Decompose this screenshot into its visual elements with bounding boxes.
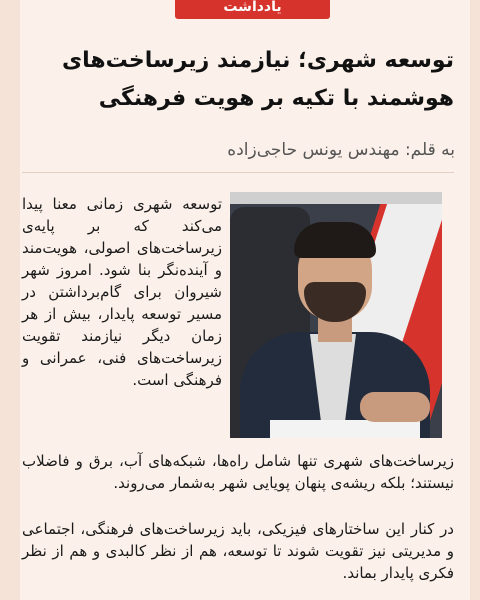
paragraph-2: زیرساخت‌های شهری تنها شامل راه‌ها، شبکه‌های آب، برق و فاضلاب نیستند؛ بلکه ریشه‌ی پنهان پویایی شهر به‌شمار می‌روند. (22, 452, 454, 492)
paragraph-1: توسعه شهری زمانی معنا پیدا می‌کند که بر پایه‌ی زیرساخت‌های اصولی، هویت‌مند و آینده‌نگر بنا شود. امروز شهر شیروان برای گام‌برداشتن در مسیر توسعه پایدار، بیش از هر زمان دیگر نیازمند تقویت زیرساخت‌های فنی، عمرانی و فرهنگی است. (22, 195, 222, 389)
paragraph-3: در کنار این ساختارهای فیزیکی، باید زیرساخت‌های فرهنگی، اجتماعی و مدیریتی نیز تقویت شوند تا توسعه، هم از نظر کالبدی و هم از نظر فکری پایدار بماند. (22, 520, 454, 582)
page-edge-right (470, 0, 480, 600)
page-edge-left (0, 0, 20, 600)
divider (22, 172, 454, 173)
byline: به قلم: مهندس یونس حاجی‌زاده (227, 140, 455, 160)
desk-paper (270, 420, 420, 438)
author-photo (230, 192, 442, 438)
hand (360, 392, 430, 422)
headline: توسعه شهری؛ نیازمند زیرساخت‌های هوشمند با تکیه بر هویت فرهنگی (61, 48, 454, 111)
hair (294, 222, 376, 258)
section-tag: یادداشت (175, 0, 330, 19)
wall (230, 192, 442, 204)
